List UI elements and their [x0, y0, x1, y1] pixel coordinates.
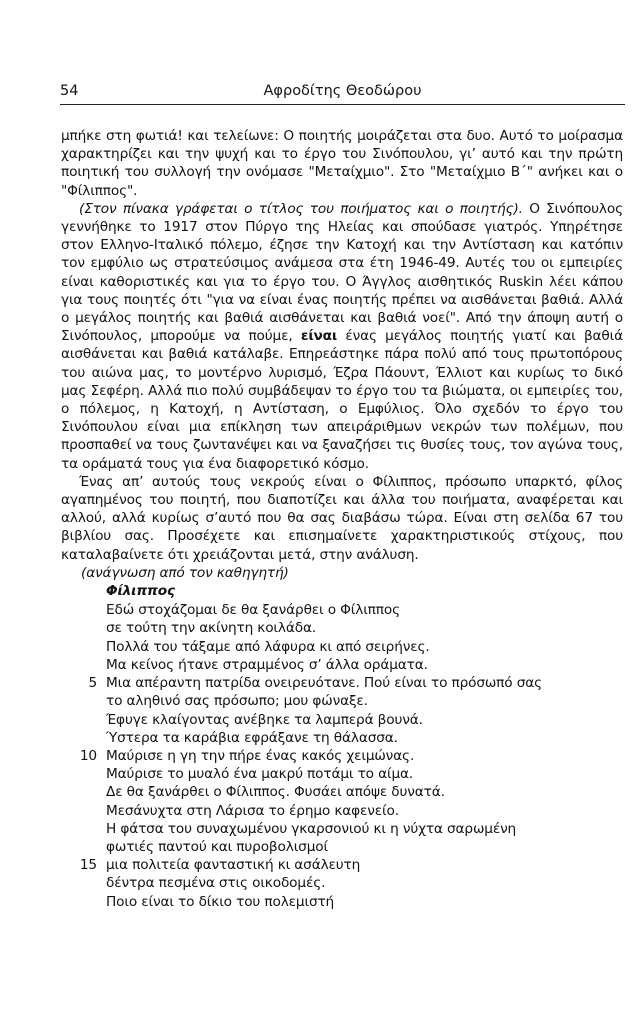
poem-line: [61, 820, 623, 838]
poem-line: [61, 638, 623, 656]
line-text: Μαύρισε το μυαλό ένα μακρύ ποτάμι το αίμα.: [106, 766, 414, 783]
bold-emphasis: είναι: [300, 328, 338, 345]
poem-line: [61, 783, 623, 801]
poem-line: [61, 893, 623, 911]
board-note: (Στον πίνακα γράφεται ο τίτλος του ποιήματος και ο ποιητής).: [79, 200, 523, 217]
poem-line: [61, 838, 623, 856]
line-text: Πολλά του τάξαμε από λάφυρα κι από σειρήνες.: [106, 638, 430, 655]
line-text: Έφυγε κλαίγοντας ανέβηκε τα λαμπερά βουνά.: [106, 711, 423, 728]
running-head-author: Αφροδίτης Θεοδώρου: [263, 83, 422, 99]
page-body: [61, 127, 623, 911]
poem-line: [61, 729, 623, 747]
line-text: Μια απέραντη πατρίδα ονειρευότανε. Πού είναι το πρόσωπό σας: [106, 675, 542, 692]
poem-line: [61, 874, 623, 892]
line-text: μια πολιτεία φανταστική κι ασάλευτη: [106, 857, 361, 874]
line-text: Μεσάνυχτα στη Λάρισα το έρημο καφενείο.: [106, 802, 399, 819]
line-text: Μα κείνος ήτανε στραμμένος σ’ άλλα οράματα.: [106, 656, 428, 673]
poem-line: [61, 765, 623, 783]
poem-line: [61, 656, 623, 674]
line-text: φωτιές παντού και πυροβολισμοί: [106, 838, 328, 855]
page-number: 54: [60, 83, 79, 99]
line-text: Δε θα ξανάρθει ο Φίλιππος. Φυσάει απόψε δυνατά.: [106, 784, 445, 801]
paragraph-continuation: μπήκε στη φωτιά! και τελείωνε: Ο ποιητής μοιράζεται στα δυο. Αυτό το μοίρασμα χαρακτηρίζει και την ψυχή και το έργο του Σινόπουλου, γι’ αυτό και την πρώτη ποιητική του συλλογή την ονόμασε "Μεταίχμιο". Στο "Μεταίχμιο Β΄" ανήκει και ο "Φίλιππος".: [61, 128, 623, 199]
line-text: σε τούτη την ακίνητη κοιλάδα.: [106, 620, 317, 637]
reading-note: (ανάγνωση από τον καθηγητή): [81, 564, 289, 581]
bio-text-part-1: Ο Σινόπουλος γεννήθηκε το 1917 στον Πύργο της Ηλείας και σπούδασε γιατρός. Υπηρέτησε στον Ελληνο-Ιταλικό πόλεμο, έζησε την Κατοχή και την Αντίσταση και κατόπιν τον εμφύλιο ως στρατεύσιμος ανάμεσα στα έτη 1946-49. Αυτές του οι εμπειρίες είναι καθοριστικές και για το έργο του. Ο Άγγλος αισθητικός Ruskin λέει κάπου για τους ποιητές ότι "για να είναι ένας ποιητής πρέπει να αισθάνεται βαθιά. Αλλά ο μεγάλος ποιητής και βαθιά αισθάνεται και βαθιά νοεί". Από την άποψη αυτή ο Σινόπουλος, μπορούμε να πούμε,: [61, 200, 623, 345]
line-text: Η φάτσα του συναχωμένου γκαρσονιού κι η νύχτα σαρωμένη: [106, 820, 517, 837]
line-number: 5: [88, 675, 97, 692]
line-text: Ποιο είναι το δίκιο του πολεμιστή: [106, 893, 335, 910]
poem-line: [61, 601, 623, 619]
line-text: Ύστερα τα καράβια εφράξανε τη θάλασσα.: [106, 729, 398, 746]
line-text: το αληθινό σας πρόσωπο; μου φώναξε.: [106, 693, 368, 710]
line-number: 10: [79, 747, 97, 764]
poem-line: [61, 619, 623, 637]
poem-line: [61, 802, 623, 820]
poem-line: [61, 674, 623, 692]
poem-lines: [61, 601, 623, 910]
poem: [61, 582, 623, 911]
paragraph-philippos-intro: Ένας απ’ αυτούς τους νεκρούς είναι ο Φίλιππος, πρόσωπο υπαρκτό, φίλος αγαπημένος του ποιητή, που διαποτίζει και άλλα του ποιήματα, αναφέρεται και αλλού, αλλά κυρίως σ’αυτό που θα σας διαβάσω τώρα. Είναι στη σελίδα 67 του βιβλίου σας. Προσέχετε και επισημαίνετε χαρακτηριστικούς στίχους, που καταλαβαίνετε ότι χρειάζονται μετά, στην ανάλυση.: [61, 473, 623, 563]
poem-line: [61, 747, 623, 765]
line-text: δέντρα πεσμένα στις οικοδομές.: [106, 875, 326, 892]
poem-line: [61, 856, 623, 874]
paragraph-poet-bio: [61, 200, 623, 473]
line-text: Μαύρισε η γη την πήρε ένας κακός χειμώνας.: [106, 747, 415, 764]
poem-title: Φίλιππος: [106, 583, 175, 600]
bio-text-part-2: ένας μεγάλος ποιητής γιατί και βαθιά αισθάνεται και βαθιά κατάλαβε. Επηρεάστηκε πάρα πολύ από τους πρωτοπόρους του αιώνα μας, το μοντέρνο λυρισμό, Έζρα Πάουντ, Έλλιοτ και κυρίως το δικό μας Σεφέρη. Αλλά πιο πολύ συμβάδεψαν το έργο του τα βιώματα, οι εμπειρίες του, ο πόλεμος, η Κατοχή, η Αντίσταση, ο Εμφύλιος. Όλο σχεδόν το έργο του Σινόπουλου είναι μια επίκληση των απειράριθμων νεκρών των πολέμων, που προσπαθεί να τους ζωντανέψει και να ξαναζήσει τις θυσίες τους, τον αγώνα τους, τα οράματά τους για ένα διαφορετικό κόσμο.: [61, 328, 623, 472]
line-number: 15: [79, 857, 97, 874]
poem-line: [61, 711, 623, 729]
line-text: Εδώ στοχάζομαι δε θα ξανάρθει ο Φίλιππος: [106, 602, 400, 619]
page-header: [60, 82, 625, 105]
poem-line: [61, 692, 623, 710]
